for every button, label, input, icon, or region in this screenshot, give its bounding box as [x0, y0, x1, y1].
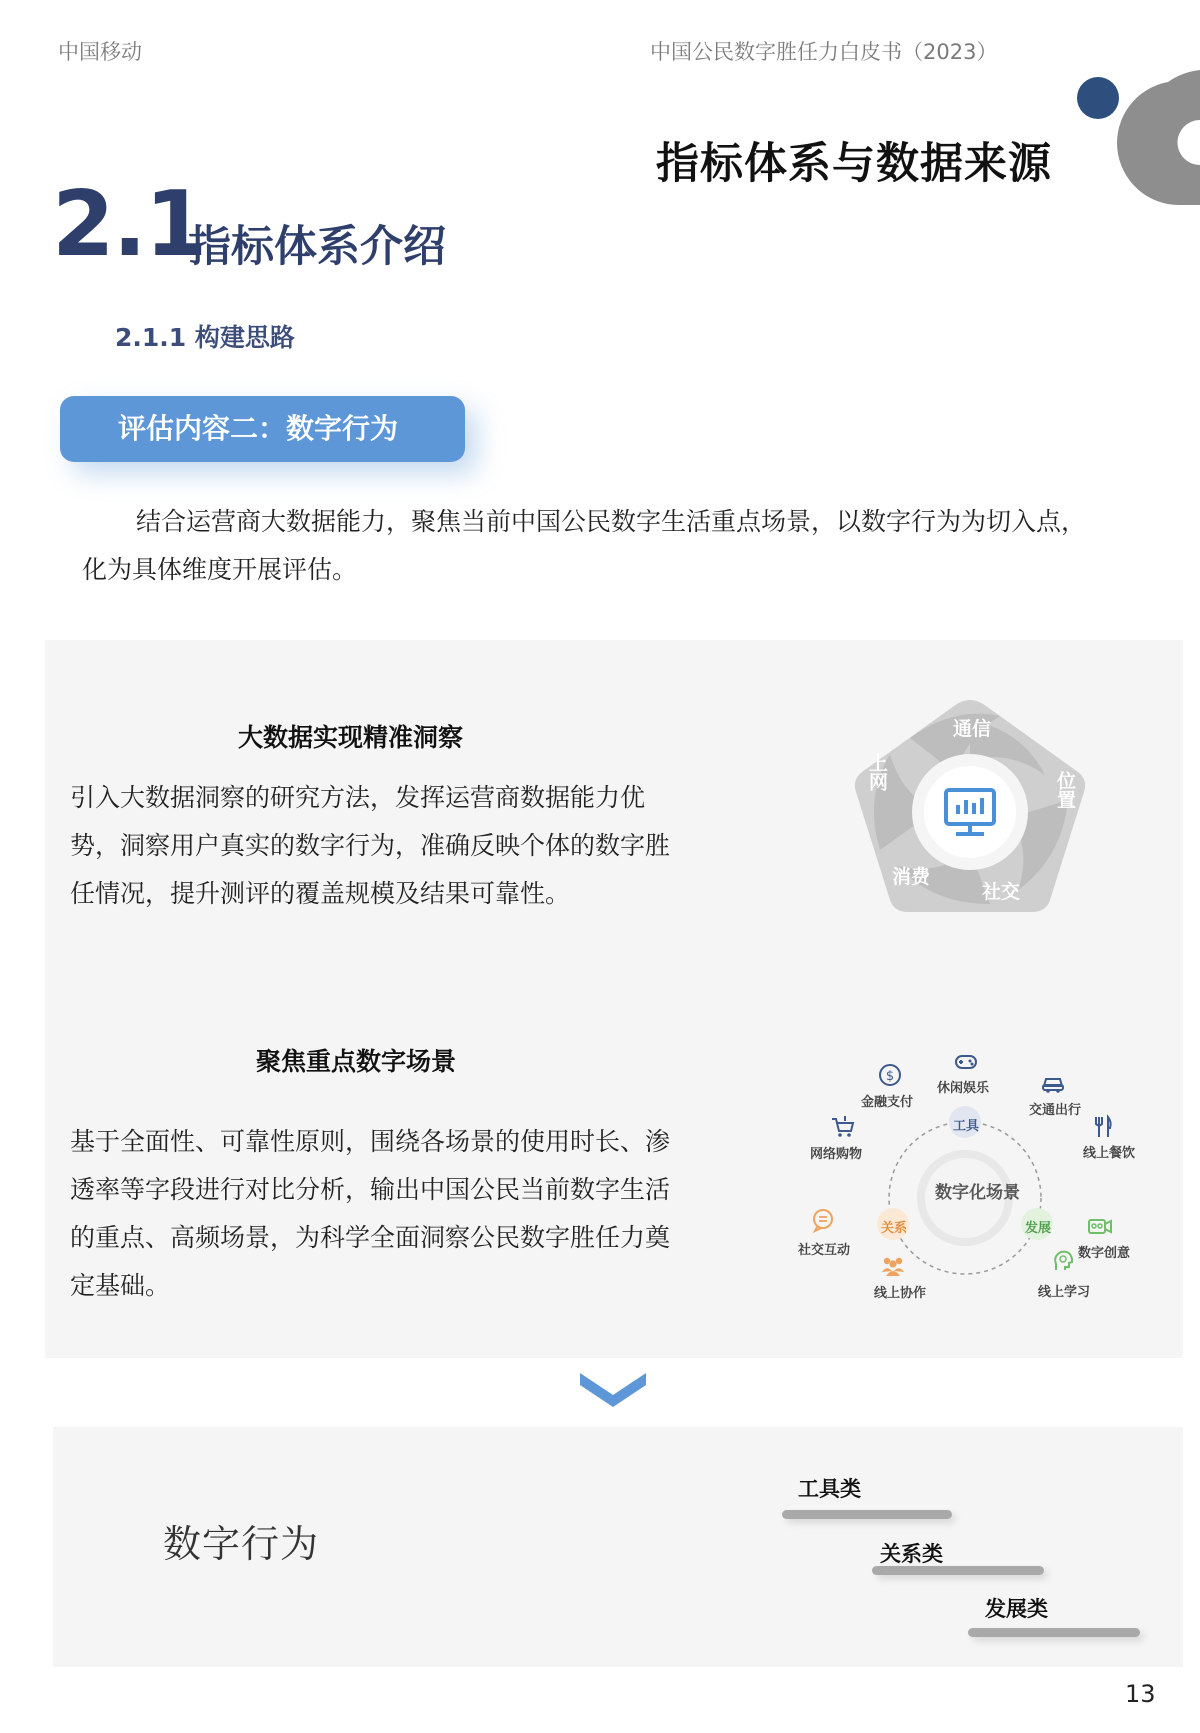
block1-title: 大数据实现精准洞察: [238, 723, 464, 752]
scene-label-dining: 线上餐饮: [1083, 1146, 1136, 1161]
category-label-tool: 工具类: [798, 1477, 861, 1501]
intro-line-2: 化为具体维度开展评估。: [82, 555, 358, 584]
ring-label-develop: 发展: [1025, 1221, 1052, 1236]
block2-body: 基于全面性、可靠性原则，围绕各场景的使用时长、渗透率等字段进行对比分析，输出中国公民当前数字生活的重点、高频场景，为科学全面洞察公民数字胜任力奠定基础。: [70, 1127, 671, 1300]
pentagon-label-social: 社交: [981, 881, 1021, 903]
ring-label-tool: 工具: [953, 1119, 980, 1134]
scene-label-finance: 金融支付: [861, 1095, 914, 1110]
team-collab-icon: [880, 1252, 906, 1278]
learning-head-icon: [1050, 1248, 1076, 1274]
block1-body: 引入大数据洞察的研究方法，发挥运营商数据能力优势，洞察用户真实的数字行为，准确反映个体的数字胜任情况，提升测评的覆盖规模及结果可靠性。: [70, 783, 671, 908]
category-bar-tool: [782, 1510, 952, 1519]
svg-text:$: $: [885, 1069, 895, 1084]
pentagon-label-online: 上网: [866, 753, 888, 791]
section-number: 2.1: [52, 172, 206, 277]
digital-scenes-diagram: [785, 1040, 1145, 1330]
category-bar-develop: [968, 1628, 1140, 1637]
block2-title: 聚焦重点数字场景: [256, 1047, 457, 1076]
subsection-title: 2.1.1 构建思路: [115, 323, 295, 352]
pentagon-label-consume: 消费: [891, 866, 931, 888]
pentagon-label-comm: 通信: [952, 718, 992, 740]
gamepad-icon: [953, 1048, 979, 1074]
dollar-coin-icon: [877, 1062, 903, 1088]
section-title: 指标体系介绍: [188, 222, 446, 272]
scene-label-collaboration: 线上协作: [874, 1286, 927, 1301]
scene-label-transport: 交通出行: [1029, 1103, 1082, 1118]
header-doc-title: 中国公民数字胜任力白皮书（2023）: [650, 40, 998, 64]
category-label-develop: 发展类: [985, 1597, 1048, 1621]
eval-content-pill: 评估内容二：数字行为: [60, 396, 465, 462]
scene-label-learning: 线上学习: [1038, 1285, 1091, 1300]
video-camera-icon: [1087, 1213, 1113, 1239]
scene-label-social: 社交互动: [798, 1243, 851, 1258]
category-label-relation: 关系类: [880, 1542, 943, 1566]
chapter-title: 指标体系与数据来源: [656, 139, 1052, 189]
scene-label-creative: 数字创意: [1078, 1246, 1131, 1261]
scene-label-shopping: 网络购物: [810, 1147, 863, 1162]
fork-knife-icon: [1090, 1114, 1116, 1140]
chevron-down-icon: [578, 1365, 648, 1409]
chat-bubble-icon: [810, 1207, 836, 1233]
header-org: 中国移动: [58, 40, 142, 64]
intro-line-1: 结合运营商大数据能力，聚焦当前中国公民数字生活重点场景，以数字行为为切入点，: [136, 507, 1087, 536]
page-number: 13: [1125, 1680, 1156, 1708]
shopping-cart-icon: [830, 1114, 856, 1140]
chapter-decoration-icon: [1070, 70, 1200, 210]
ring-label-relation: 关系: [881, 1221, 908, 1236]
car-icon: [1040, 1070, 1066, 1096]
category-bar-relation: [872, 1566, 1044, 1575]
pentagon-label-location: 位置: [1054, 771, 1076, 809]
data-dimensions-diagram: [840, 690, 1100, 930]
scene-label-entertainment: 休闲娱乐: [937, 1081, 990, 1096]
digital-behavior-title: 数字行为: [163, 1522, 320, 1566]
scenes-center-label: 数字化场景: [935, 1183, 1020, 1203]
